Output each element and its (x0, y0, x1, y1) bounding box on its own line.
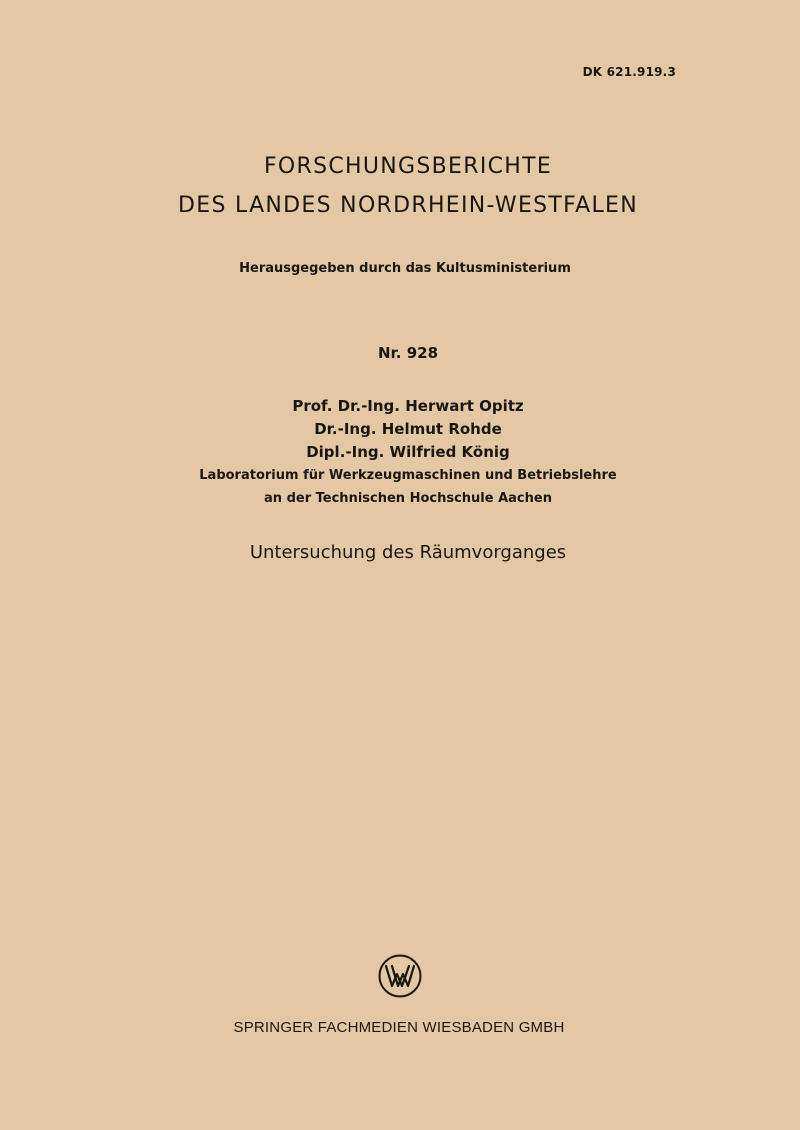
institution-line1: Laboratorium für Werkzeugmaschinen und Betriebslehre (199, 468, 617, 483)
classification-code: DK 621.919.3 (582, 65, 676, 79)
series-title-line1: FORSCHUNGSBERICHTE (263, 154, 553, 179)
series-title-line2: DES LANDES NORDRHEIN-WESTFALEN (178, 193, 638, 218)
series-number: Nr. 928 (377, 344, 439, 362)
institution-line2: an der Technischen Hochschule Aachen (264, 491, 552, 506)
author-3: Dipl.-Ing. Wilfried König (306, 443, 510, 461)
publisher-note: Herausgegeben durch das Kultusministerium (239, 261, 571, 276)
publisher-name: SPRINGER FACHMEDIEN WIESBADEN GMBH (233, 1019, 565, 1036)
author-1: Prof. Dr.-Ing. Herwart Opitz (292, 397, 524, 415)
book-title: Untersuchung des Räumvorganges (249, 542, 567, 563)
springer-vw-logo-icon (378, 954, 422, 998)
author-2: Dr.-Ing. Helmut Rohde (314, 420, 502, 438)
